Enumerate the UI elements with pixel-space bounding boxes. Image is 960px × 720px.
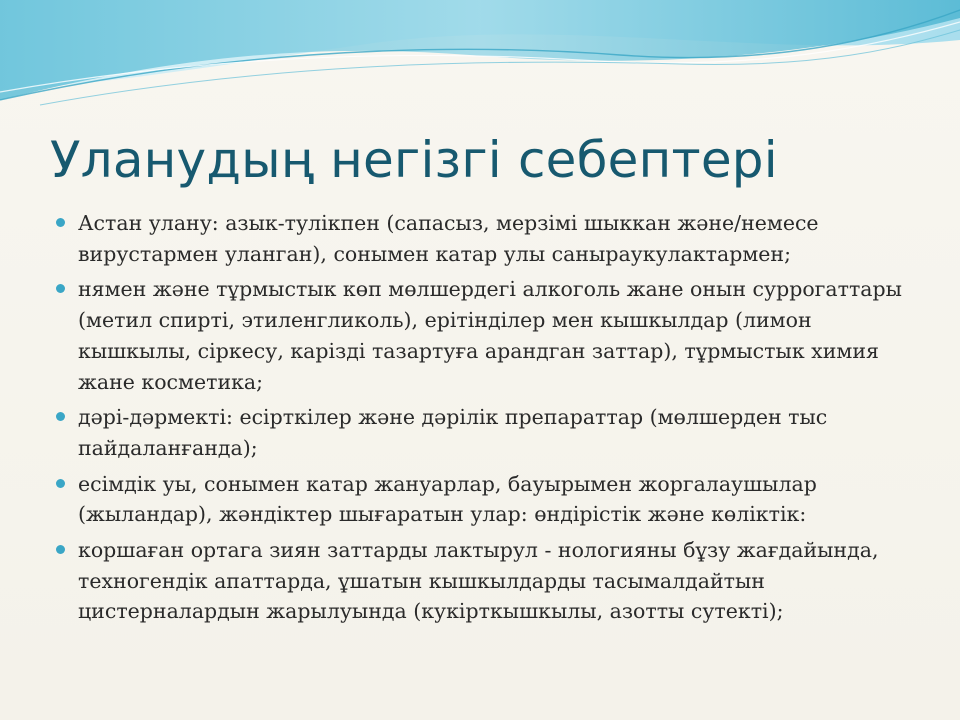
- bullet-text: коршаған ортага зиян заттарды лактырул - нологияны бұзу жағдайында, техногендік апаттарда, ұшатын кышкылдарды тасымалдайтын цистерналардын жарылуында (кукірткышкылы, азотты сутекті);: [78, 538, 879, 624]
- bullet-list: [56, 208, 906, 632]
- bullet-icon: [56, 284, 65, 293]
- bullet-text: Астан улану: азык-тулікпен (сапасыз, мерзімі шыккан жәнe/немесе вирустармен уланган), сонымен катар улы саныраукулактармен;: [78, 211, 819, 266]
- list-item: [56, 535, 906, 627]
- bullet-icon: [56, 412, 65, 421]
- slide-title: Уланудың негізгі себептері: [50, 131, 778, 189]
- bullet-text: нямен жәнe тұрмыстык көп мөлшердегі алкоголь жане онын суррогаттары (метил спирті, этиленгликоль), ерітінділер мен кышкылдар (лимон кышкылы, сіркесу, карізді тазартуға арандган заттар), тұрмыстык химия жане косметика;: [78, 277, 902, 394]
- list-item: [56, 402, 906, 463]
- bullet-text: есімдік уы, сонымен катар жануарлар, бауырымен жоргалаушылар (жыландар), жәндіктер шығаратын улар: өндірістік жәнe көліктік:: [78, 471, 817, 527]
- wave-decoration: [0, 0, 960, 120]
- list-item: [56, 469, 906, 530]
- bullet-icon: [56, 545, 65, 554]
- list-item: [56, 208, 906, 269]
- bullet-icon: [56, 479, 65, 488]
- bullet-icon: [56, 218, 65, 227]
- bullet-text: дәрі-дәрмекті: есірткілер жәнe дәрілік препараттар (мөлшерден тыс пайдаланғанда);: [78, 405, 828, 460]
- list-item: [56, 274, 906, 397]
